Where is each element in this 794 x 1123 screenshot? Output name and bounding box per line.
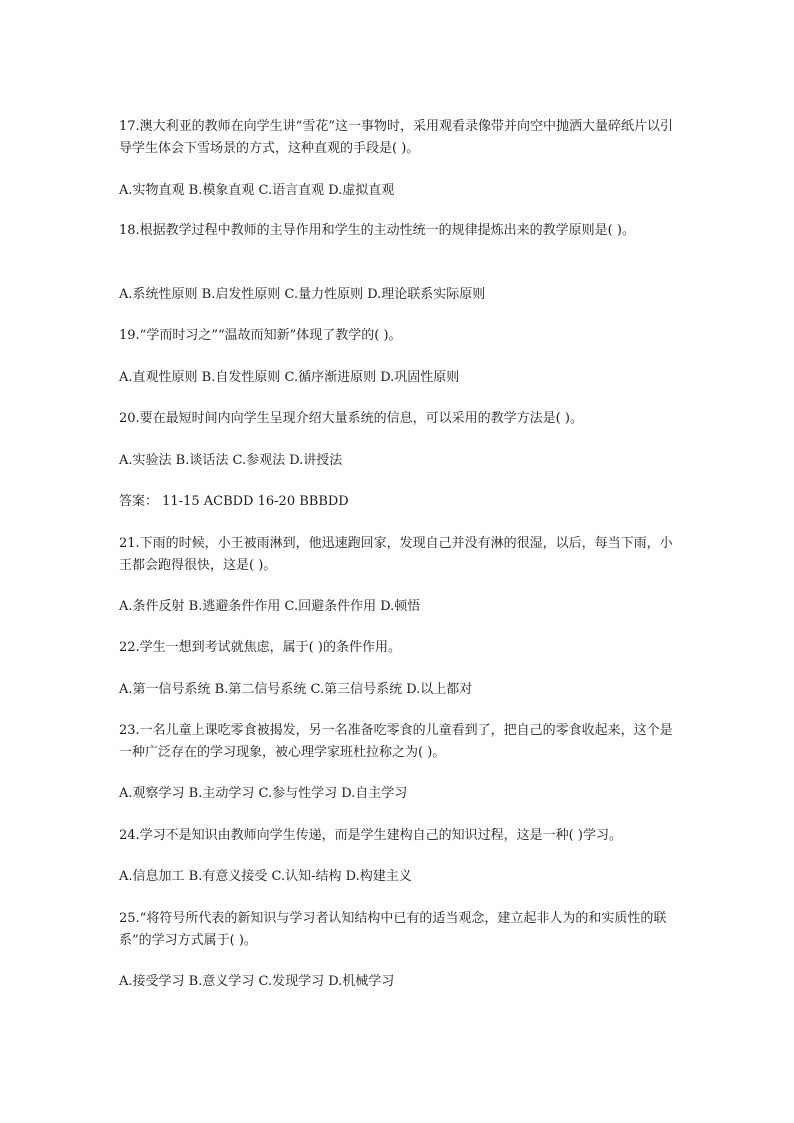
question-20-options: A.实验法 B.谈话法 C.参观法 D.讲授法 <box>119 453 343 468</box>
question-19-options: A.直观性原则 B.自发性原则 C.循序渐进原则 D.巩固性原则 <box>119 370 460 385</box>
question-22: 22.学生一想到考试就焦虑，属于( )的条件作用。 <box>119 640 401 655</box>
question-21: 21.下雨的时候，小王被雨淋到，他迅速跑回家，发现自己并没有淋的很湿，以后，每当下雨，小王都会跑得很快，这是( )。 <box>119 536 673 573</box>
question-18: 18.根据教学过程中教师的主导作用和学生的主动性统一的规律提炼出来的教学原则是( )。 <box>119 223 635 238</box>
question-17-options: A.实物直观 B.模象直观 C.语言直观 D.虚拟直观 <box>119 183 395 198</box>
question-18-options: A.系统性原则 B.启发性原则 C.量力性原则 D.理论联系实际原则 <box>119 287 486 302</box>
question-24-options: A.信息加工 B.有意义接受 C.认知-结构 D.构建主义 <box>119 869 412 884</box>
question-22-options: A.第一信号系统 B.第二信号系统 C.第三信号系统 D.以上都对 <box>119 682 473 697</box>
answer-key: 答案： 11-15 ACBDD 16-20 BBBDD <box>119 494 349 509</box>
question-21-options: A.条件反射 B.逃避条件作用 C.回避条件作用 D.顿悟 <box>119 599 421 614</box>
question-20: 20.要在最短时间内向学生呈现介绍大量系统的信息，可以采用的教学方法是( )。 <box>119 411 583 426</box>
question-19: 19.“学而时习之”“温故而知新”体现了教学的( )。 <box>119 328 402 343</box>
question-25: 25.“将符号所代表的新知识与学习者认知结构中已有的适当观念，建立起非人为的和实质性的联系”的学习方式属于( )。 <box>119 911 667 948</box>
question-17: 17.澳大利亚的教师在向学生讲“雪花”这一事物时，采用观看录像带并向空中抛洒大量碎纸片以引导学生体会下雪场景的方式，这种直观的手段是( )。 <box>119 119 673 156</box>
question-23-options: A.观察学习 B.主动学习 C.参与性学习 D.自主学习 <box>119 786 408 801</box>
question-23: 23.一名儿童上课吃零食被揭发，另一名准备吃零食的儿童看到了，把自己的零食收起来，这个是一种广泛存在的学习现象，被心理学家班杜拉称之为( )。 <box>119 723 673 760</box>
question-25-options: A.接受学习 B.意义学习 C.发现学习 D.机械学习 <box>119 974 395 989</box>
question-24: 24.学习不是知识由教师向学生传递，而是学生建构自己的知识过程，这是一种( )学习。 <box>119 828 622 843</box>
